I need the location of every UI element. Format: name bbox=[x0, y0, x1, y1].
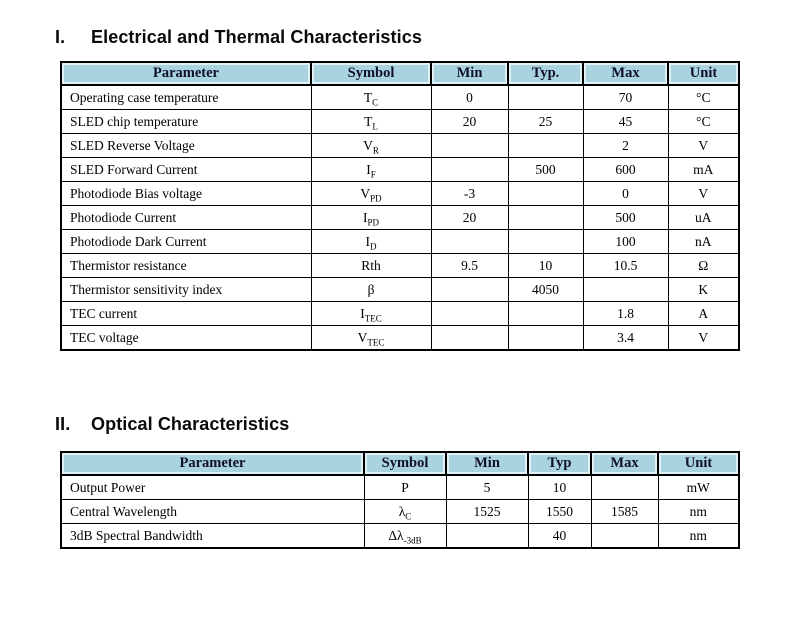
parameter-cell: TEC current bbox=[61, 302, 311, 326]
symbol-cell bbox=[311, 302, 431, 326]
parameter-cell: Central Wavelength bbox=[61, 500, 364, 524]
unit-value-cell: nm bbox=[658, 500, 739, 524]
symbol-base: β bbox=[367, 281, 375, 297]
symbol-base: I bbox=[366, 161, 371, 177]
symbol-cell bbox=[311, 326, 431, 351]
column-header-min: Min bbox=[431, 62, 508, 85]
table-row bbox=[61, 278, 739, 302]
table-row bbox=[61, 254, 739, 278]
max-value-cell: 500 bbox=[583, 206, 668, 230]
table-row bbox=[61, 134, 739, 158]
table-header-row bbox=[61, 452, 739, 475]
min-value-cell: 5 bbox=[446, 475, 528, 500]
table-row bbox=[61, 524, 739, 549]
parameter-cell: Thermistor sensitivity index bbox=[61, 278, 311, 302]
column-header-min: Min bbox=[446, 452, 528, 475]
unit-value-cell: nA bbox=[668, 230, 739, 254]
symbol-cell bbox=[311, 110, 431, 134]
max-value-cell bbox=[583, 278, 668, 302]
min-value-cell bbox=[431, 158, 508, 182]
max-value-cell: 1.8 bbox=[583, 302, 668, 326]
unit-value-cell: V bbox=[668, 326, 739, 351]
symbol-cell bbox=[311, 254, 431, 278]
typ-value-cell bbox=[508, 206, 583, 230]
table-row bbox=[61, 500, 739, 524]
min-value-cell bbox=[431, 302, 508, 326]
table-row bbox=[61, 110, 739, 134]
symbol-subscript: R bbox=[372, 145, 379, 156]
max-value-cell: 10.5 bbox=[583, 254, 668, 278]
section-numeral: II. bbox=[55, 414, 71, 434]
max-value-cell bbox=[591, 475, 658, 500]
unit-value-cell: K bbox=[668, 278, 739, 302]
symbol-subscript: PD bbox=[370, 193, 382, 204]
max-value-cell bbox=[591, 524, 658, 549]
typ-value-cell: 25 bbox=[508, 110, 583, 134]
table-row bbox=[61, 326, 739, 351]
max-value-cell: 1585 bbox=[591, 500, 658, 524]
parameter-cell: Photodiode Bias voltage bbox=[61, 182, 311, 206]
max-value-cell: 2 bbox=[583, 134, 668, 158]
symbol-base: P bbox=[401, 479, 409, 495]
max-value-cell: 0 bbox=[583, 182, 668, 206]
parameter-cell: Thermistor resistance bbox=[61, 254, 311, 278]
column-header-parameter: Parameter bbox=[61, 452, 364, 475]
unit-value-cell: nm bbox=[658, 524, 739, 549]
min-value-cell: 20 bbox=[431, 110, 508, 134]
symbol-cell bbox=[311, 206, 431, 230]
symbol-subscript: F bbox=[370, 169, 376, 180]
symbol-base: I bbox=[362, 209, 368, 225]
parameter-cell: SLED Reverse Voltage bbox=[61, 134, 311, 158]
symbol-base: T bbox=[363, 89, 373, 105]
symbol-subscript: TEC bbox=[364, 313, 382, 324]
typ-value-cell bbox=[508, 85, 583, 110]
typ-value-cell bbox=[508, 302, 583, 326]
typ-value-cell: 500 bbox=[508, 158, 583, 182]
symbol-base: T bbox=[364, 113, 373, 129]
symbol-cell bbox=[364, 524, 446, 549]
max-value-cell: 100 bbox=[583, 230, 668, 254]
unit-value-cell: mW bbox=[658, 475, 739, 500]
max-value-cell: 3.4 bbox=[583, 326, 668, 351]
typ-value-cell bbox=[508, 182, 583, 206]
symbol-cell bbox=[364, 475, 446, 500]
min-value-cell: 20 bbox=[431, 206, 508, 230]
typ-value-cell bbox=[508, 326, 583, 351]
column-header-unit: Unit bbox=[668, 62, 739, 85]
table-row bbox=[61, 182, 739, 206]
section-title: Electrical and Thermal Characteristics bbox=[91, 27, 422, 47]
section-heading-electrical bbox=[55, 27, 800, 48]
typ-value-cell: 10 bbox=[508, 254, 583, 278]
parameter-cell: Photodiode Dark Current bbox=[61, 230, 311, 254]
min-value-cell: 0 bbox=[431, 85, 508, 110]
min-value-cell bbox=[431, 230, 508, 254]
column-header-parameter: Parameter bbox=[61, 62, 311, 85]
min-value-cell bbox=[446, 524, 528, 549]
unit-value-cell: °C bbox=[668, 85, 739, 110]
column-header-typ: Typ. bbox=[508, 62, 583, 85]
table-row bbox=[61, 85, 739, 110]
unit-value-cell: V bbox=[668, 134, 739, 158]
symbol-cell bbox=[364, 500, 446, 524]
parameter-cell: Photodiode Current bbox=[61, 206, 311, 230]
symbol-cell bbox=[311, 230, 431, 254]
min-value-cell bbox=[431, 326, 508, 351]
table-row bbox=[61, 206, 739, 230]
symbol-cell bbox=[311, 278, 431, 302]
symbol-cell bbox=[311, 134, 431, 158]
min-value-cell: 1525 bbox=[446, 500, 528, 524]
symbol-cell bbox=[311, 182, 431, 206]
symbol-subscript: L bbox=[372, 121, 378, 132]
parameter-cell: Operating case temperature bbox=[61, 85, 311, 110]
parameter-cell: SLED Forward Current bbox=[61, 158, 311, 182]
typ-value-cell: 10 bbox=[528, 475, 591, 500]
symbol-base: I bbox=[360, 305, 365, 321]
symbol-cell bbox=[311, 85, 431, 110]
column-header-symbol: Symbol bbox=[311, 62, 431, 85]
parameter-cell: Output Power bbox=[61, 475, 364, 500]
typ-value-cell bbox=[508, 230, 583, 254]
unit-value-cell: V bbox=[668, 182, 739, 206]
column-header-symbol: Symbol bbox=[364, 452, 446, 475]
unit-value-cell: uA bbox=[668, 206, 739, 230]
section-title: Optical Characteristics bbox=[91, 414, 290, 434]
symbol-base: I bbox=[365, 233, 370, 249]
symbol-subscript: -3dB bbox=[403, 535, 422, 546]
max-value-cell: 45 bbox=[583, 110, 668, 134]
section-numeral: I. bbox=[55, 27, 66, 47]
electrical-thermal-characteristics-table bbox=[60, 61, 740, 351]
table-row bbox=[61, 302, 739, 326]
symbol-base: V bbox=[360, 185, 371, 201]
unit-value-cell: A bbox=[668, 302, 739, 326]
table-row bbox=[61, 158, 739, 182]
min-value-cell bbox=[431, 134, 508, 158]
table-row bbox=[61, 230, 739, 254]
parameter-cell: 3dB Spectral Bandwidth bbox=[61, 524, 364, 549]
parameter-cell: SLED chip temperature bbox=[61, 110, 311, 134]
column-header-max: Max bbox=[591, 452, 658, 475]
symbol-cell bbox=[311, 158, 431, 182]
parameter-cell: TEC voltage bbox=[61, 326, 311, 351]
symbol-subscript: D bbox=[370, 241, 377, 252]
max-value-cell: 70 bbox=[583, 85, 668, 110]
symbol-subscript: C bbox=[405, 511, 412, 522]
table-row bbox=[61, 475, 739, 500]
symbol-base: V bbox=[357, 329, 368, 345]
typ-value-cell: 1550 bbox=[528, 500, 591, 524]
section-heading-optical bbox=[55, 414, 800, 435]
symbol-base: λ bbox=[398, 503, 406, 519]
typ-value-cell: 40 bbox=[528, 524, 591, 549]
table-header-row bbox=[61, 62, 739, 85]
typ-value-cell bbox=[508, 134, 583, 158]
unit-value-cell: °C bbox=[668, 110, 739, 134]
column-header-typ: Typ bbox=[528, 452, 591, 475]
unit-value-cell: mA bbox=[668, 158, 739, 182]
symbol-base: Rth bbox=[361, 257, 381, 273]
column-header-max: Max bbox=[583, 62, 668, 85]
min-value-cell bbox=[431, 278, 508, 302]
unit-value-cell: Ω bbox=[668, 254, 739, 278]
symbol-subscript: PD bbox=[367, 217, 379, 228]
max-value-cell: 600 bbox=[583, 158, 668, 182]
symbol-subscript: C bbox=[372, 97, 379, 108]
column-header-unit: Unit bbox=[658, 452, 739, 475]
min-value-cell: 9.5 bbox=[431, 254, 508, 278]
symbol-base: Δλ bbox=[388, 527, 404, 543]
min-value-cell: -3 bbox=[431, 182, 508, 206]
symbol-subscript: TEC bbox=[367, 337, 385, 348]
symbol-base: V bbox=[363, 137, 373, 153]
typ-value-cell: 4050 bbox=[508, 278, 583, 302]
optical-characteristics-table bbox=[60, 451, 740, 549]
